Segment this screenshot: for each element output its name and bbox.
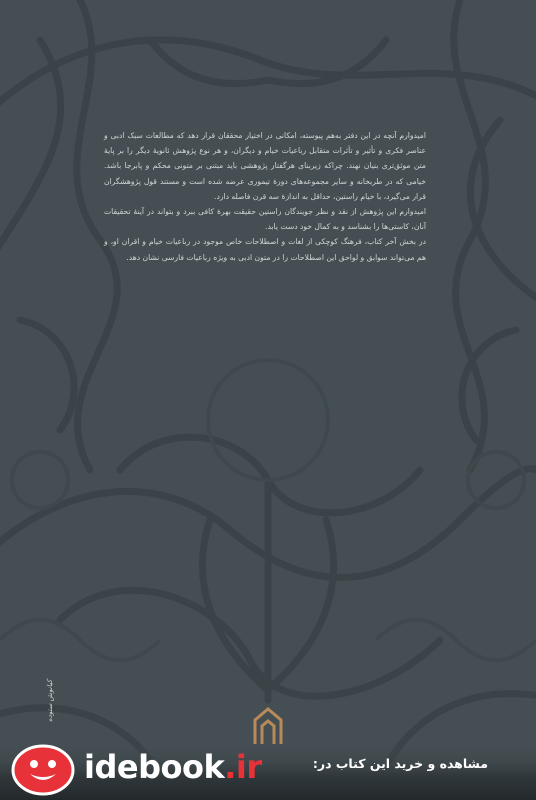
body-text xyxy=(104,128,426,265)
idebook-logo-icon[interactable] xyxy=(6,740,80,798)
brand-tld: .ir xyxy=(224,748,262,786)
calligraphic-signature xyxy=(46,660,60,722)
brand-main: idebook xyxy=(84,748,225,786)
paragraph-2: امیدوارم این پژوهش از نقد و نظر جویندگان راستین حقیقت بهرهٔ کافی ببرد و بتواند در آینهٔ تحقیقات آنان، کاستی‌ها را بشناسد و به کمال خود دست یابد. xyxy=(104,207,426,232)
paragraph-1: امیدوارم آنچه در این دفتر به‌هم پیوسته، امکانی در اختیار محققان قرار دهد که مطالعات سبک ادبی و عناصر فکری و تأثیر و تأثرات متقابل رباعیات خیام و دیگران، و هر نوع پژوهش ثانویهٔ دیگر را بر پایهٔ متن موثق‌تری بنیان نهند. چراکه زیربنای هرگفتار پژوهشی باید مبتنی بر متونی محکم و پابرجا باشد. خیامی که در طربخانه و سایر مجموعه‌های دورهٔ تیموری عرضه شده است و مستند قول پژوهشگران قرار می‌گیرد، با خیام راستین، حداقل به اندازهٔ سه قرن فاصله دارد. xyxy=(104,131,426,201)
paragraph-3: در بخش آخر کتاب، فرهنگ کوچکی از لغات و اصطلاحات خاص موجود در رباعیات خیام و اقران او، و هم می‌تواند سوابق و لواحق این اصطلاحات را در متون ادبی به ویژه رباعیات فارسی نشان دهد. xyxy=(104,237,426,262)
publisher-logo xyxy=(251,706,285,746)
signature-text: کیانوش ستوده xyxy=(46,679,54,722)
buy-link-text[interactable]: مشاهده و خرید این کتاب در: xyxy=(312,756,488,771)
bottom-bar xyxy=(0,742,536,800)
